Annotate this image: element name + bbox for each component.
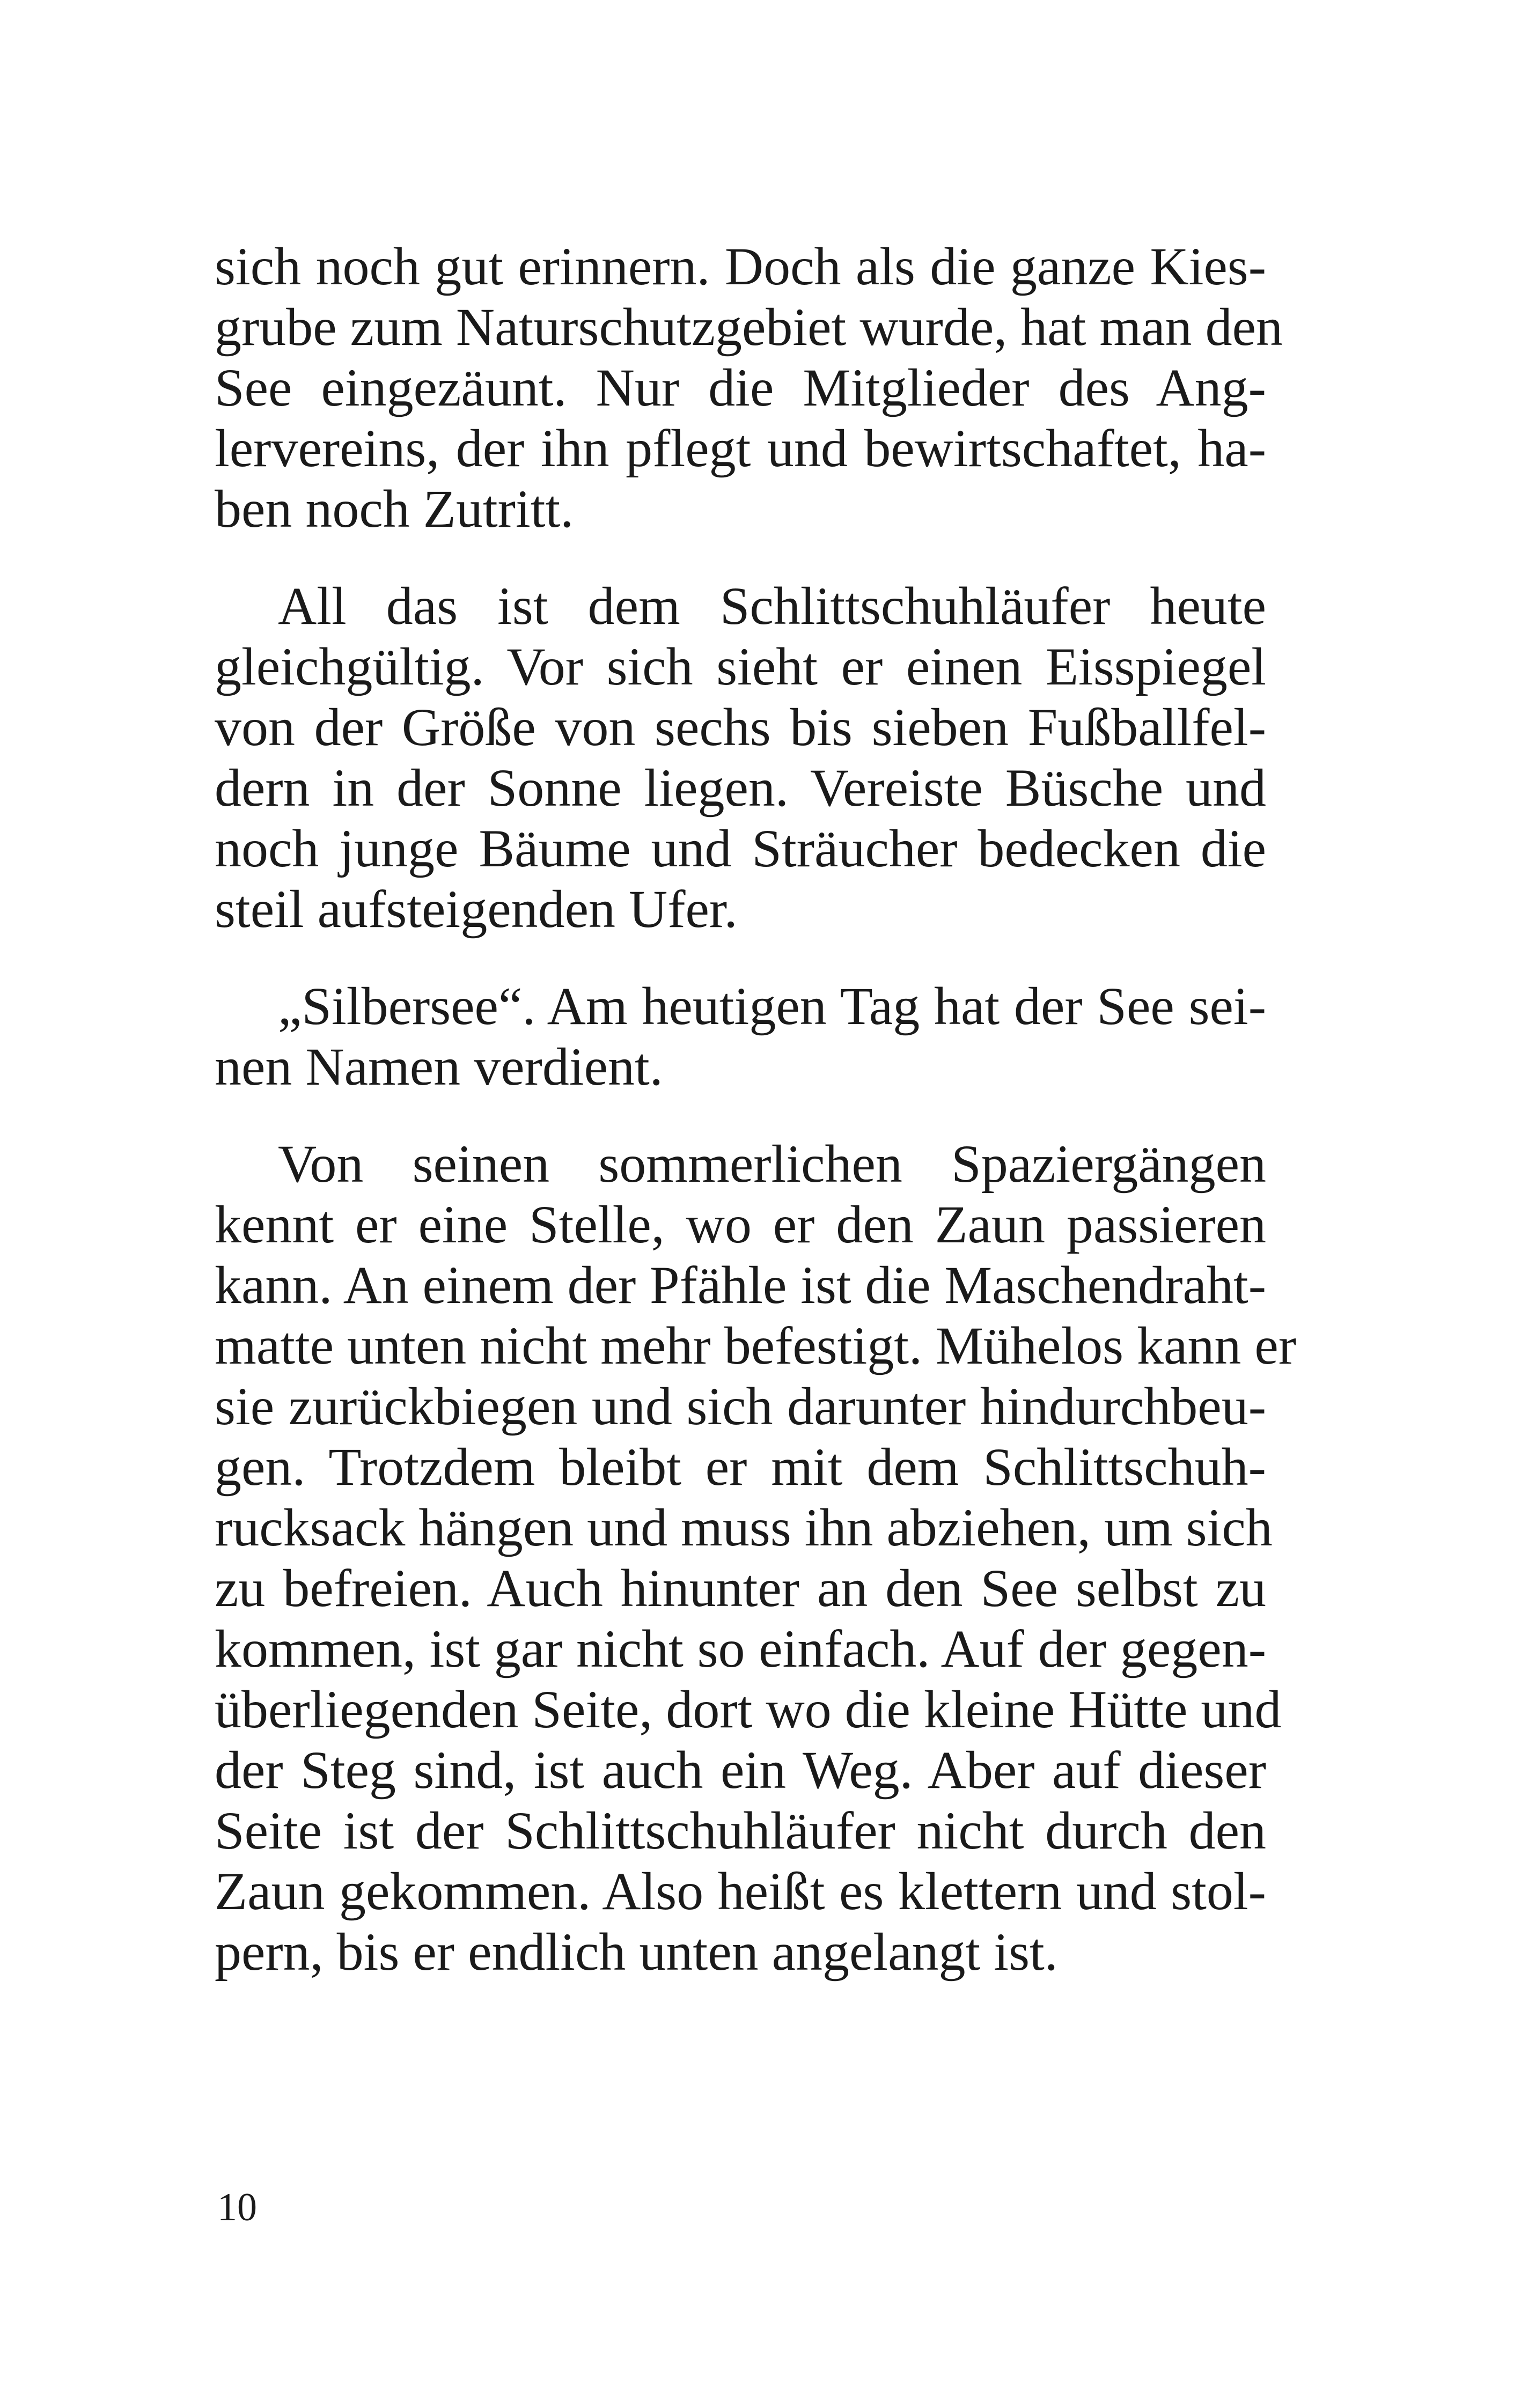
- paragraph-1: [215, 236, 1283, 539]
- text-line: kommen, ist gar nicht so einfach. Auf der gegen-: [215, 1619, 1266, 1678]
- text-line: „Silbersee“. Am heutigen Tag hat der See sei-: [278, 976, 1266, 1036]
- text-line: noch junge Bäume und Sträucher bedecken die: [215, 819, 1266, 878]
- text-line: rucksack hängen und muss ihn abziehen, um sich: [215, 1498, 1273, 1557]
- text-line: See eingezäunt. Nur die Mitglieder des Ang-: [215, 358, 1266, 417]
- paragraph-3: [215, 976, 1266, 1097]
- text-line: Seite ist der Schlittschuhläufer nicht durch den: [215, 1801, 1266, 1860]
- text-line: gleichgültig. Vor sich sieht er einen Eisspiegel: [215, 637, 1266, 696]
- text-line: grube zum Naturschutzgebiet wurde, hat man den: [215, 297, 1283, 357]
- text-line: sich noch gut erinnern. Doch als die ganze Kies-: [215, 237, 1266, 296]
- text-line: dern in der Sonne liegen. Vereiste Büsche und: [215, 758, 1266, 818]
- text-line: pern, bis er endlich unten angelangt ist.: [215, 1922, 1058, 1982]
- text-line: nen Namen verdient.: [215, 1037, 663, 1096]
- text-line: Von seinen sommerlichen Spaziergängen: [278, 1134, 1266, 1194]
- text-line: All das ist dem Schlittschuhläufer heute: [278, 576, 1266, 636]
- text-line: matte unten nicht mehr befestigt. Mühelos kann er: [215, 1316, 1297, 1375]
- text-line: kennt er eine Stelle, wo er den Zaun passieren: [215, 1195, 1266, 1254]
- text-line: zu befreien. Auch hinunter an den See selbst zu: [215, 1558, 1266, 1618]
- text-line: ben noch Zutritt.: [215, 479, 574, 539]
- text-line: gen. Trotzdem bleibt er mit dem Schlittschuh-: [215, 1437, 1266, 1497]
- text-line: der Steg sind, ist auch ein Weg. Aber auf dieser: [215, 1740, 1266, 1800]
- body-text: [215, 236, 1297, 1982]
- text-line: überliegenden Seite, dort wo die kleine Hütte und: [215, 1680, 1282, 1739]
- text-line: sie zurückbiegen und sich darunter hindurchbeu-: [215, 1376, 1266, 1436]
- paragraph-2: [215, 576, 1266, 939]
- paragraph-4: [215, 1133, 1297, 1982]
- page-number: 10: [217, 2185, 257, 2229]
- text-line: steil aufsteigenden Ufer.: [215, 879, 738, 939]
- text-line: kann. An einem der Pfähle ist die Maschendraht-: [215, 1255, 1266, 1315]
- text-line: von der Größe von sechs bis sieben Fußballfel-: [215, 697, 1266, 757]
- text-line: lervereins, der ihn pflegt und bewirtschaftet, ha-: [215, 418, 1266, 478]
- text-line: Zaun gekommen. Also heißt es klettern und stol-: [215, 1861, 1266, 1921]
